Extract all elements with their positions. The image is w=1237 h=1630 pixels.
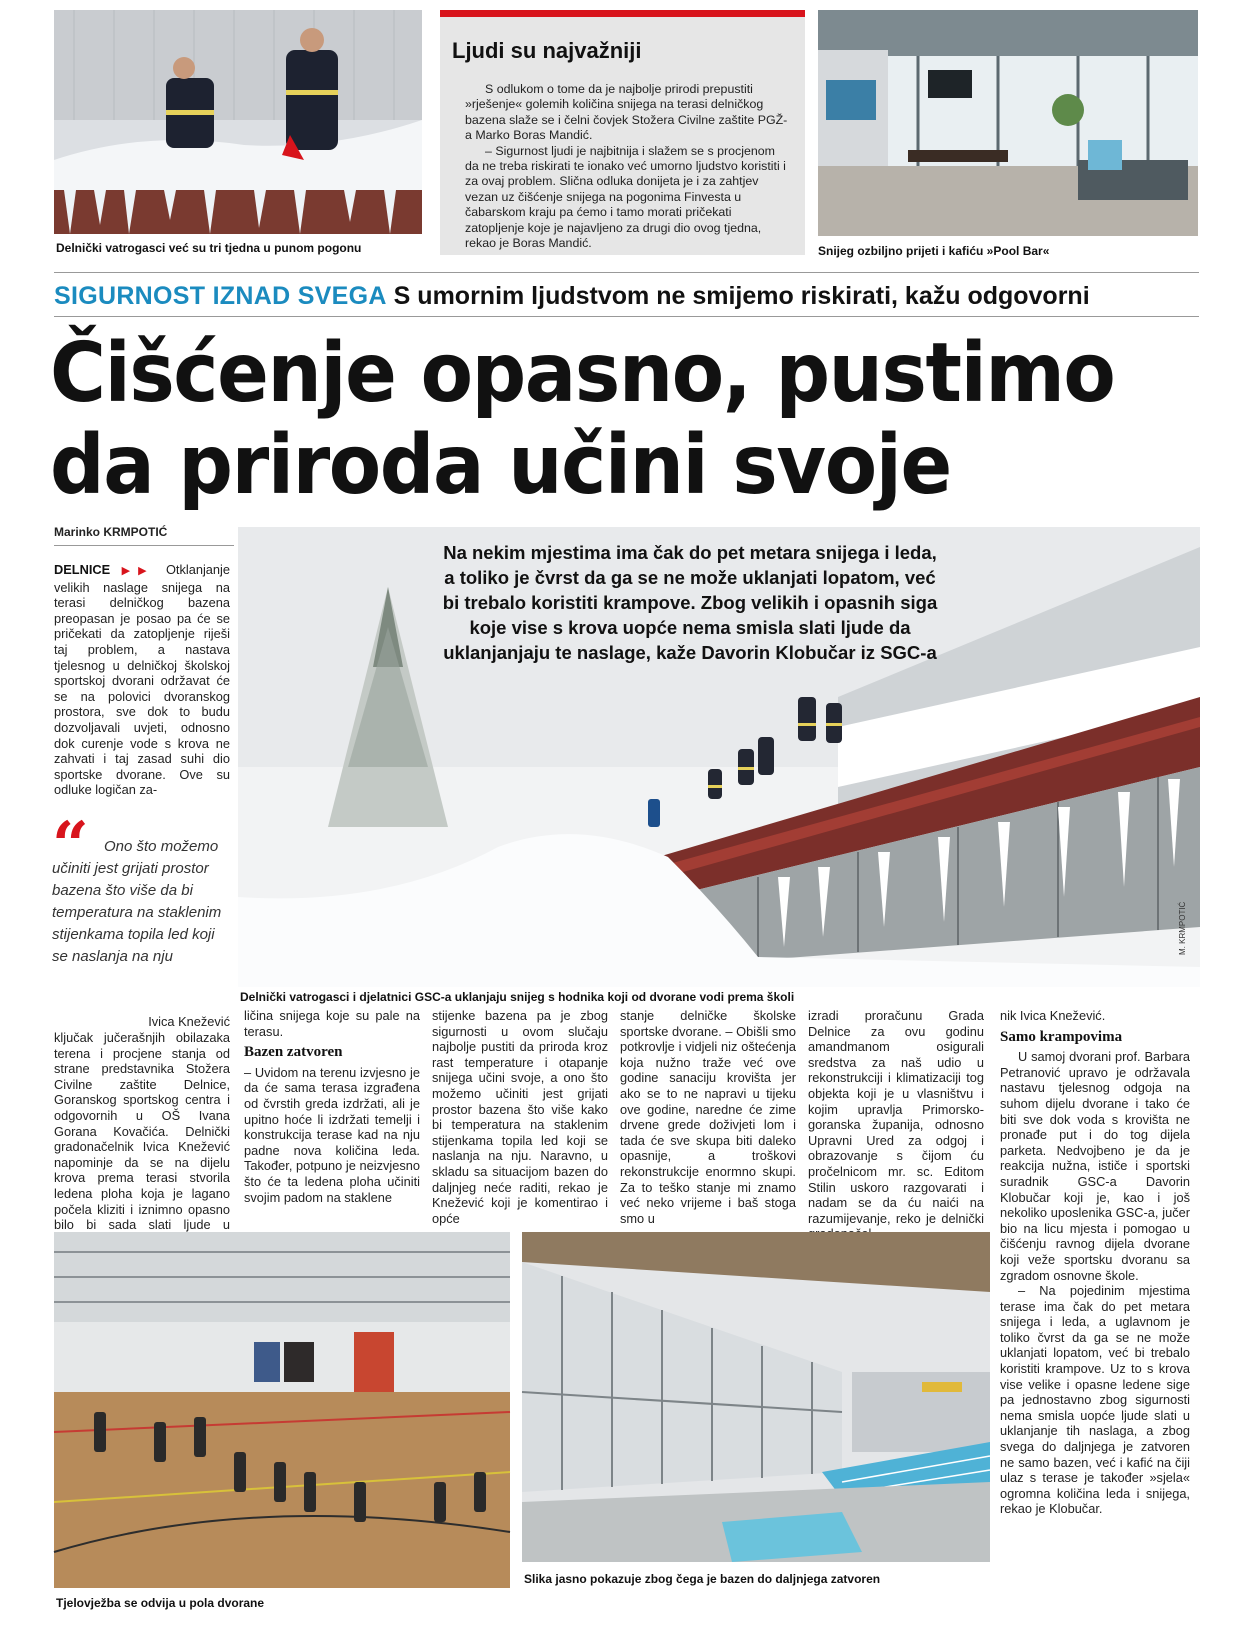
article-column-5	[808, 1008, 984, 1226]
photo-firefighters-roof	[54, 10, 422, 234]
headline-line: da priroda učini svoje	[50, 418, 951, 513]
dateline-arrow-icon: ▶▶	[121, 565, 155, 577]
quote-mark-icon: “	[52, 808, 89, 883]
article-paragraph: – Uvidom na terenu izvjesno je da će sama terasa izgrađena od čvrstih greda izdržati, ali je upitno hoće li izdržati temelji i konstrukcija terase kad na nju padne nova količina leda. Također, potpuno je neizvjesno što će ta ledena ploha učiniti svojim padom na staklene	[244, 1064, 420, 1205]
article-column-3	[432, 1008, 608, 1226]
article-paragraph: – Na pojedinim mjestima terase ima čak do pet metara snijega i leda, a uglavnom je toliko čvrst da ga se ne može uklanjati lopatom, već bi trebalo koristiti krampove. Uz to s krova vise velike i opasne ledene sige pa jednostavno zbog sigurnosti nema smisla uopće ljude slati u uklanjanje tih naslaga, a zbog svega do daljnjega je zatvoren ne samo bazen, već i kafić na čiji ulaz s terase je također »sjela« ogromna količina leda i snijega, rekao je Klobučar.	[1000, 1283, 1190, 1517]
photo-pool-bar	[818, 10, 1198, 236]
article-paragraph: ličina snijega koje su pale na terasu.	[244, 1008, 420, 1039]
headline	[50, 328, 1120, 512]
pull-quote-text: Ono što možemo učiniti jest grijati prostor bazena što više da bi temperatura na staklenim stijenkama topila led koji se naslanja na nju	[52, 838, 222, 965]
sidebar-body	[465, 82, 790, 251]
sidebar-accent-bar	[440, 10, 805, 17]
article-paragraph	[54, 562, 230, 798]
article-column-6	[1000, 1008, 1190, 1618]
article-paragraph: nik Ivica Knežević.	[1000, 1008, 1106, 1023]
sidebar-title: Ljudi su najvažniji	[452, 38, 642, 63]
dateline: DELNICE ▶▶	[54, 562, 155, 577]
article-paragraph: stijenke bazena pa je zbog sigurnosti u ovom slučaju najbolje pustiti da priroda kroz rast temperature i otapanje snijega učini svoje, a ono što možemo učiniti jest grijati prostor bazena što više kako bi temperatura na staklenim stijenkama topila led koji se naslanja na nju. Naravno, u skladu sa situacijom bazen do daljnjeg neće raditi, rekao je Knežević koji je komentirao i opće	[432, 1008, 608, 1226]
subheading-krampovima: Samo krampovima	[1000, 1028, 1123, 1045]
article-column-1-top	[54, 562, 230, 810]
caption-gym: Tjelovježba se odvija u pola dvorane	[56, 1596, 265, 1610]
byline-divider	[54, 545, 234, 546]
photo-gym-class	[54, 1232, 510, 1588]
article-paragraph: stanje delničke školske sportske dvorane. – Obišli smo potkrovlje i vidjeli niz oštećenja koja nužno traže već ove godine sanaciju krovišta jer ako se to ne napravi u tijeku ove godine, naredne će zime drvene grede doživjeti lom i tada će sve skupa biti daleko opasnije, a troškovi rekonstrukcije enormno skupi. Za to teško stanje mi znamo već neko vrijeme i baš stoga smo u	[620, 1008, 796, 1226]
photo-indoor-pool	[522, 1232, 990, 1562]
article-column-2	[244, 1008, 420, 1220]
caption-pool: Slika jasno pokazuje zbog čega je bazen do daljnjega zatvoren	[524, 1572, 881, 1586]
article-column-1-bottom	[54, 1030, 230, 1233]
sidebar-box	[440, 10, 805, 255]
article-column-4	[620, 1008, 796, 1226]
kicker-divider	[54, 316, 1199, 317]
caption-firefighters-roof: Delnički vatrogasci već su tri tjedna u punom pogonu	[56, 241, 362, 255]
photo-credit: M. KRMPOTIĆ	[1178, 901, 1187, 955]
pull-quote	[52, 836, 230, 968]
subheading-bazen: Bazen zatvoren	[244, 1044, 343, 1061]
kicker-label: SIGURNOST IZNAD SVEGA	[54, 282, 387, 310]
kicker	[54, 282, 1204, 311]
sidebar-paragraph: – Sigurnost ljudi je najbitnija i slažem se s procjenom da ne treba riskirati te ionako već umorno ljudstvo koristiti i za ovaj problem. Slična odluka donijeta je i za zahtjev vezan uz čišćenje snijega na pogonima Finvesta u čabarskom kraju pa ćemo i tamo morati pričekati zatopljenje koje je najavljeno za drugi dio ovog tjedna, rekao je Boras Mandić.	[465, 143, 786, 251]
article-paragraph: U samoj dvorani prof. Barbara Petranović upravo je održavala nastavu tjelesnog odgoja na suhom dijelu dvorane i tako će biti sve dok voda s krovišta ne pronađe put i do tog dijela parketa. Nedvojbeno je da je reakcija nužna, ističe i sportski suradnik GSC-a Davorin Klobučar koji je, kao i još nekoliko uposlenika GSC-a, jučer bio na licu mjesta i pomogao u čišćenju ravnog dijela dvorane koji veže sportsku dvoranu sa zgradom osnovne škole.	[1000, 1049, 1190, 1283]
byline: Marinko KRMPOTIĆ	[54, 525, 168, 539]
article-text: Otklanjanje velikih naslage snijega na terasi delničkog bazena preopasan je posao pa će se pričekati da zatopljenje riješi taj problem, a nastava tjelesnog u delničkoj školskoj sportskoj dvorani održavat će se na polovici dvoranskog prostora, sve dok to budu dozvoljavali uvjeti, odnosno dok curenje vode s krova ne zahvati i taj zasad suhi dio sportske dvorane. Ove su odluke logičan za-	[54, 562, 230, 798]
article-paragraph: ključak jučerašnjih obilazaka terena i procjene stanja od strane predstavnika Stožera Civilne zaštite Delnice, Goranskog sportskog centra i odgovornih u OŠ Ivana Gorana Kovačića. Delnički gradonačelnik Ivica Knežević napominje da se na dijelu krova prema terasi stvorila ledena ploha koja je lagano počela kliziti i iznimno opasno bilo bi sada slati ljude u	[54, 1030, 230, 1233]
photo-overlay-quote: Na nekim mjestima ima čak do pet metara snijega i leda, a toliko je čvrst da ga se ne može uklanjati lopatom, već bi trebalo koristiti krampove. Zbog velikih i opasnih siga koje vise s krova uopće nema smisla slati ljude da uklanjanjaju te naslage, kaže Davorin Klobučar iz SGC-a	[442, 542, 938, 663]
kicker-text: S umornim ljudstvom ne smijemo riskirati, kažu odgovorni	[393, 282, 1090, 310]
headline-line: Čišćenje opasno, pustimo	[50, 326, 1115, 421]
top-divider	[54, 272, 1199, 273]
caption-pool-bar: Snijeg ozbiljno prijeti i kafiću »Pool Bar«	[818, 244, 1050, 258]
caption-main-photo: Delnički vatrogasci i djelatnici GSC-a uklanjaju snijeg s hodnika koji od dvorane vodi prema školi	[240, 990, 795, 1004]
article-paragraph: izradi proračunu Grada Delnice za ovu godinu amandmanom osigurali sredstva za naš udio u rekonstrukciji i klimatizaciji tog objekta koji je u vlasništvu i kojim upravlja Primorsko-goranska županija, odnosno Upravni Ured za odgoj i obrazovanje s čijom ću pročelnicom mr. sc. Editom Stilin uskoro razgovarati i nadam se da ću naići na razumijevanje, reko je delnički	[808, 1008, 984, 1226]
sidebar-paragraph: S odlukom o tome da je najbolje prirodi prepustiti »rješenje« golemih količina snijega na terasi delničkog bazena slaže se i čelni čovjek Stožera Civilne zaštite PGŽ-a Marko Boras Mandić.	[465, 82, 788, 143]
pull-quote-author: Ivica Knežević	[148, 1014, 230, 1029]
